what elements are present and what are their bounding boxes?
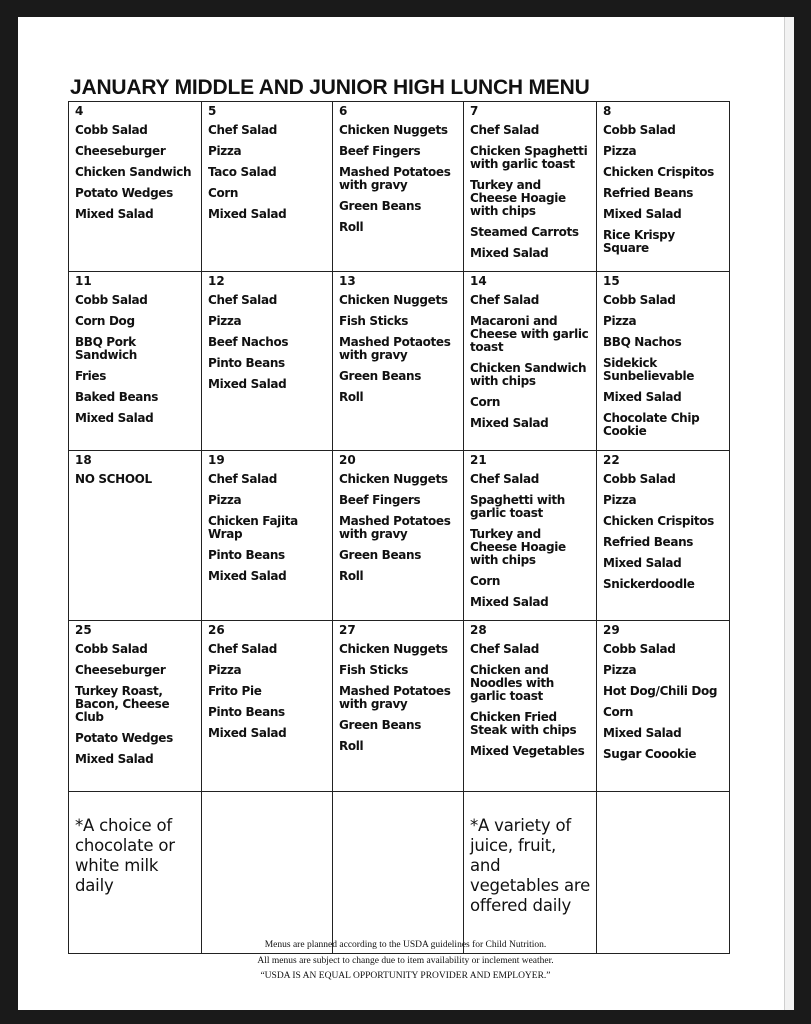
day-cell: [202, 272, 333, 451]
menu-item: Fries: [75, 369, 106, 383]
week-row: [69, 102, 730, 272]
menu-item: Pizza: [208, 144, 242, 158]
day-cell: [333, 621, 464, 792]
menu-item: Cobb Salad: [603, 123, 676, 137]
day-cell: [69, 102, 202, 272]
day-number: 18: [75, 453, 92, 467]
menu-item: BBQ Pork Sandwich: [75, 335, 137, 362]
menu-item: Mixed Salad: [603, 390, 682, 404]
menu-item: Roll: [339, 569, 364, 583]
menu-item: Green Beans: [339, 369, 421, 383]
menu-item: NO SCHOOL: [75, 472, 152, 486]
day-number: 11: [75, 274, 92, 288]
day-number: 22: [603, 453, 620, 467]
menu-item: Chicken Spaghetti with garlic toast: [470, 144, 588, 171]
menu-item: Chocolate Chip Cookie: [603, 411, 700, 438]
menu-item: Turkey and Cheese Hoagie with chips: [470, 178, 566, 218]
menu-item: Cobb Salad: [75, 293, 148, 307]
menu-item: Chef Salad: [470, 123, 539, 137]
menu-item: Mixed Salad: [208, 726, 287, 740]
menu-item: Pizza: [208, 493, 242, 507]
menu-item: Mixed Salad: [470, 246, 549, 260]
day-cell: [69, 272, 202, 451]
menu-item: Mixed Salad: [75, 752, 154, 766]
menu-item: Turkey Roast, Bacon, Cheese Club: [75, 684, 170, 724]
day-cell: [69, 621, 202, 792]
day-number: 13: [339, 274, 356, 288]
menu-item: Mixed Salad: [208, 207, 287, 221]
menu-item: Mashed Potatoes with gravy: [339, 684, 451, 711]
menu-item: Cobb Salad: [75, 123, 148, 137]
day-cell: [597, 272, 730, 451]
variety-note: *A variety of juice, fruit, and vegetables are offered daily: [470, 816, 591, 915]
menu-item: Mixed Salad: [470, 416, 549, 430]
menu-item: Mashed Potaotes with gravy: [339, 335, 451, 362]
menu-item: Cobb Salad: [603, 293, 676, 307]
menu-item: Steamed Carrots: [470, 225, 579, 239]
empty-cell: [333, 792, 464, 954]
day-number: 14: [470, 274, 487, 288]
menu-item: Green Beans: [339, 548, 421, 562]
menu-item: Baked Beans: [75, 390, 159, 404]
menu-item: Pinto Beans: [208, 705, 285, 719]
day-number: 6: [339, 104, 348, 118]
menu-item: Mixed Salad: [75, 207, 154, 221]
menu-item: Chicken Fried Steak with chips: [470, 710, 577, 737]
footer-line-usda-guidelines: Menus are planned according to the USDA guidelines for Child Nutrition.: [264, 940, 547, 950]
menu-item: Mixed Salad: [603, 556, 682, 570]
menu-item: BBQ Nachos: [603, 335, 682, 349]
day-number: 21: [470, 453, 487, 467]
footer-line-equal-opportunity: “USDA IS AN EQUAL OPPORTUNITY PROVIDER AND EMPLOYER.”: [260, 971, 551, 981]
menu-item: Chicken Nuggets: [339, 293, 448, 307]
menu-item: Fish Sticks: [339, 314, 409, 328]
day-cell: [69, 451, 202, 621]
menu-item: Pizza: [208, 663, 242, 677]
day-number: 8: [603, 104, 612, 118]
day-cell: [597, 621, 730, 792]
menu-item: Green Beans: [339, 718, 421, 732]
menu-item: Pizza: [603, 493, 637, 507]
day-number: 4: [75, 104, 84, 118]
day-number: 19: [208, 453, 225, 467]
day-cell: [464, 621, 597, 792]
menu-item: Pinto Beans: [208, 548, 285, 562]
menu-item: Chicken Nuggets: [339, 642, 448, 656]
day-number: 25: [75, 623, 92, 637]
menu-item: Chef Salad: [208, 472, 277, 486]
milk-note: *A choice of chocolate or white milk daily: [75, 816, 175, 895]
menu-item: Mixed Salad: [603, 207, 682, 221]
menu-item: Hot Dog/Chili Dog: [603, 684, 718, 698]
day-cell: [333, 272, 464, 451]
menu-item: Pizza: [208, 314, 242, 328]
menu-item: Pizza: [603, 144, 637, 158]
lunch-menu-table: [68, 101, 730, 954]
day-cell: [464, 102, 597, 272]
empty-cell: [597, 792, 730, 954]
menu-item: Snickerdoodle: [603, 577, 695, 591]
menu-item: Pizza: [603, 314, 637, 328]
menu-item: Corn: [208, 186, 239, 200]
day-cell: [597, 451, 730, 621]
menu-item: Cheeseburger: [75, 144, 166, 158]
day-number: 26: [208, 623, 225, 637]
menu-item: Turkey and Cheese Hoagie with chips: [470, 527, 566, 567]
page-edge: [784, 17, 794, 1010]
menu-item: Chicken Nuggets: [339, 123, 448, 137]
menu-item: Spaghetti with garlic toast: [470, 493, 565, 520]
note-cell-variety: [464, 792, 597, 954]
menu-item: Taco Salad: [208, 165, 277, 179]
week-row: [69, 621, 730, 792]
menu-item: Pizza: [603, 663, 637, 677]
menu-item: Corn Dog: [75, 314, 135, 328]
day-cell: [202, 451, 333, 621]
day-number: 12: [208, 274, 225, 288]
menu-item: Chef Salad: [208, 293, 277, 307]
menu-item: Mixed Salad: [470, 595, 549, 609]
menu-item: Potato Wedges: [75, 186, 173, 200]
day-number: 20: [339, 453, 356, 467]
notes-row: [69, 792, 730, 954]
menu-item: Rice Krispy Square: [603, 228, 675, 255]
menu-body: [69, 102, 730, 954]
menu-item: Cobb Salad: [603, 642, 676, 656]
note-cell-milk: [69, 792, 202, 954]
day-cell: [333, 102, 464, 272]
day-cell: [202, 621, 333, 792]
menu-item: Cobb Salad: [603, 472, 676, 486]
menu-item: Beef Nachos: [208, 335, 289, 349]
menu-item: Roll: [339, 739, 364, 753]
menu-item: Mixed Vegetables: [470, 744, 585, 758]
menu-item: Chef Salad: [208, 123, 277, 137]
menu-footer: [0, 938, 811, 985]
day-number: 27: [339, 623, 356, 637]
day-number: 28: [470, 623, 487, 637]
week-row: [69, 451, 730, 621]
menu-item: Chicken Sandwich: [75, 165, 192, 179]
menu-item: Sidekick Sunbelievable: [603, 356, 695, 383]
menu-item: Macaroni and Cheese with garlic toast: [470, 314, 589, 354]
menu-title: JANUARY MIDDLE AND JUNIOR HIGH LUNCH MENU: [70, 76, 590, 99]
menu-item: Chicken and Noodles with garlic toast: [470, 663, 554, 703]
menu-item: Refried Beans: [603, 186, 694, 200]
menu-item: Chef Salad: [470, 293, 539, 307]
menu-item: Mashed Potatoes with gravy: [339, 514, 451, 541]
menu-item: Chicken Crispitos: [603, 514, 714, 528]
menu-item: Mixed Salad: [208, 569, 287, 583]
menu-item: Frito Pie: [208, 684, 262, 698]
menu-item: Mixed Salad: [603, 726, 682, 740]
menu-item: Corn: [603, 705, 634, 719]
menu-item: Pinto Beans: [208, 356, 285, 370]
menu-item: Roll: [339, 390, 364, 404]
menu-item: Chicken Nuggets: [339, 472, 448, 486]
footer-line-subject-to-change: All menus are subject to change due to item availability or inclement weather.: [257, 955, 554, 966]
menu-item: Corn: [470, 395, 501, 409]
menu-item: Chef Salad: [208, 642, 277, 656]
menu-item: Roll: [339, 220, 364, 234]
menu-item: Fish Sticks: [339, 663, 409, 677]
day-cell: [202, 102, 333, 272]
menu-item: Chef Salad: [470, 472, 539, 486]
menu-item: Mashed Potatoes with gravy: [339, 165, 451, 192]
day-cell: [597, 102, 730, 272]
day-cell: [464, 451, 597, 621]
menu-item: Beef Fingers: [339, 493, 421, 507]
day-cell: [464, 272, 597, 451]
menu-item: Beef Fingers: [339, 144, 421, 158]
menu-item: Cheeseburger: [75, 663, 166, 677]
menu-item: Cobb Salad: [75, 642, 148, 656]
menu-item: Chicken Crispitos: [603, 165, 714, 179]
day-number: 15: [603, 274, 620, 288]
menu-item: Chicken Sandwich with chips: [470, 361, 587, 388]
menu-item: Potato Wedges: [75, 731, 173, 745]
menu-item: Mixed Salad: [75, 411, 154, 425]
menu-item: Refried Beans: [603, 535, 694, 549]
menu-item: Chef Salad: [470, 642, 539, 656]
menu-item: Chicken Fajita Wrap: [208, 514, 298, 541]
week-row: [69, 272, 730, 451]
menu-item: Sugar Coookie: [603, 747, 697, 761]
day-number: 29: [603, 623, 620, 637]
empty-cell: [202, 792, 333, 954]
day-number: 7: [470, 104, 479, 118]
menu-item: Green Beans: [339, 199, 421, 213]
menu-item: Corn: [470, 574, 501, 588]
day-number: 5: [208, 104, 217, 118]
menu-item: Mixed Salad: [208, 377, 287, 391]
day-cell: [333, 451, 464, 621]
